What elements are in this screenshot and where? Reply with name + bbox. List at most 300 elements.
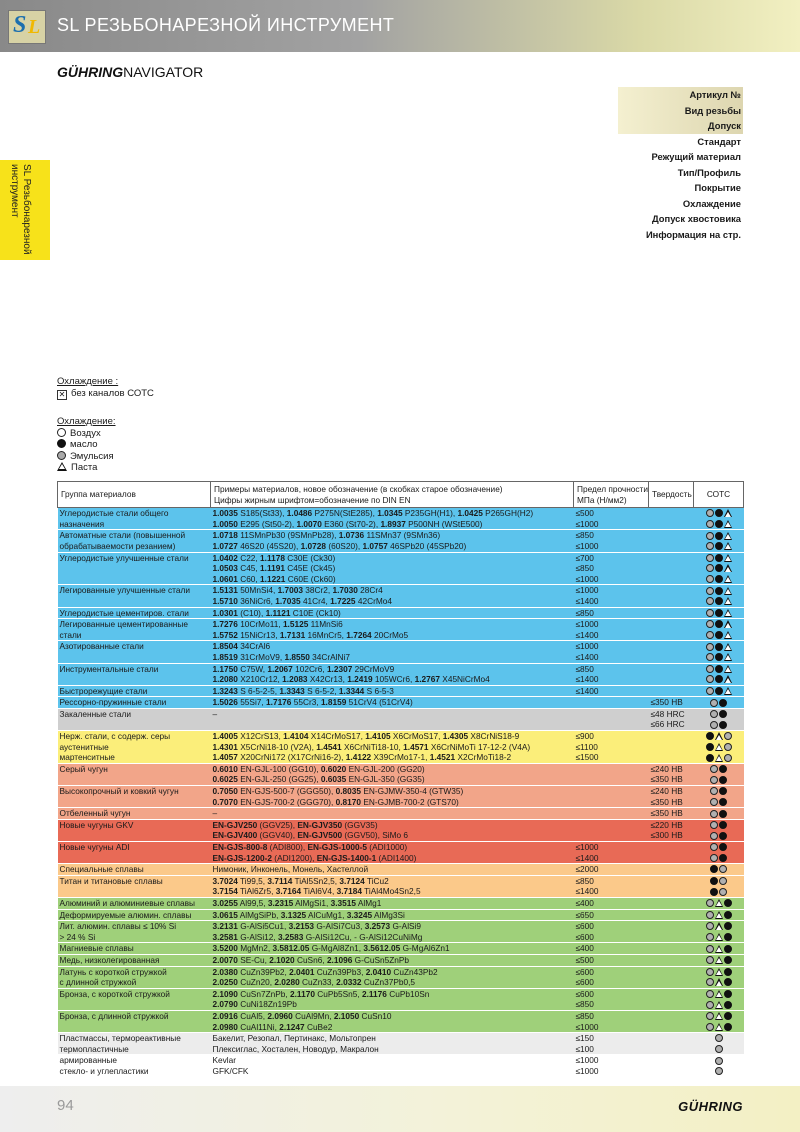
- emulsion-icon: [710, 699, 718, 707]
- material-group: Новые чугуны ADI: [58, 842, 211, 853]
- coolant-symbols: [694, 585, 744, 596]
- table-row: [58, 708, 744, 719]
- emulsion-icon: [724, 732, 732, 740]
- table-row: [58, 508, 744, 519]
- header-coolant: СОТС: [694, 482, 744, 508]
- hardness: [649, 563, 694, 574]
- oil-icon: [715, 620, 723, 628]
- hardness: [649, 966, 694, 977]
- coolant-symbols: [694, 697, 744, 709]
- oil-icon: [724, 945, 732, 953]
- paste-icon: [724, 631, 732, 639]
- material-group: аустенитные: [59, 741, 109, 752]
- hardness: [649, 652, 694, 663]
- tensile-strength: [574, 830, 649, 841]
- table-row: [58, 574, 744, 585]
- coolant-symbols: [694, 977, 744, 988]
- tensile-strength: [574, 774, 649, 785]
- spec-label: Допуск: [618, 118, 743, 134]
- oil-icon: [724, 911, 732, 919]
- hardness: [649, 886, 694, 897]
- tensile-strength: ≤900: [574, 731, 649, 742]
- tensile-strength: ≤1000: [574, 585, 649, 596]
- table-row: [58, 752, 744, 763]
- hardness: [649, 574, 694, 585]
- table-row: [58, 742, 744, 753]
- material-group: стекло- и углепластики: [59, 1065, 149, 1076]
- material-examples: 1.5131 50MnSi4, 1.7003 38Cr2, 1.7030 28Cr4: [211, 585, 574, 596]
- legend-item: [57, 439, 116, 451]
- tensile-strength: ≤600: [575, 931, 594, 942]
- paste-icon: [715, 922, 723, 930]
- material-examples: 1.7276 10CrMo11, 1.5125 11MnSi6: [211, 619, 574, 630]
- coolant-symbols: [694, 719, 744, 730]
- material-group: Магниевые сплавы: [58, 943, 211, 955]
- oil-icon: [719, 854, 727, 862]
- oil-icon: [715, 542, 723, 550]
- materials-table: [57, 481, 744, 1076]
- paste-icon: [715, 732, 723, 740]
- coolant-symbols: [694, 619, 744, 630]
- coolant-symbols: [694, 574, 744, 585]
- table-row: [58, 1044, 744, 1055]
- table-row: [58, 1033, 744, 1044]
- tensile-strength: ≤1000: [574, 842, 649, 853]
- coolant-symbols: [694, 530, 744, 541]
- tensile-strength: ≤400: [574, 897, 649, 909]
- table-header-row: [58, 482, 744, 508]
- oil-icon: [715, 631, 723, 639]
- material-group: [58, 830, 211, 841]
- hardness: [649, 519, 694, 530]
- emulsion-icon: [724, 754, 732, 762]
- emulsion-icon: [706, 665, 714, 673]
- emulsion-icon: [706, 990, 714, 998]
- tensile-strength: ≤850: [574, 663, 649, 674]
- material-group: с длинной стружкой: [59, 977, 137, 988]
- material-group: [58, 886, 211, 897]
- header-tensile-strength: Предел прочности МПа (Н/мм2): [574, 482, 649, 508]
- emulsion-icon: [710, 821, 718, 829]
- oil-icon: [715, 597, 723, 605]
- material-group: Бронза, с длинной стружкой: [58, 1010, 211, 1021]
- oil-icon: [719, 699, 727, 707]
- spec-label: Режущий материал: [651, 151, 741, 162]
- material-examples: 1.0727 46S20 (45S20), 1.0728 (60S20), 1.0757 46SPb20 (45SPb20): [212, 540, 467, 551]
- tensile-strength: ≤850: [574, 530, 649, 541]
- emulsion-icon: [706, 653, 714, 661]
- material-examples: 0.7070 EN-GJS-700-2 (GGG70), 0.8170 EN-GJMB-700-2 (GTS70): [212, 796, 459, 807]
- coolant-symbols: [694, 508, 744, 519]
- page-number: 94: [57, 1097, 74, 1114]
- oil-icon: [710, 865, 718, 873]
- coolant-symbols: [694, 875, 744, 886]
- oil-icon: [706, 732, 714, 740]
- tensile-strength: ≤1400: [575, 852, 599, 863]
- hardness: [649, 630, 694, 641]
- hardness: [649, 1066, 694, 1077]
- sl-logo-s: S: [13, 12, 27, 38]
- material-examples: EN-GJS-800-8 (ADI800), EN-GJS-1000-5 (ADI1000): [211, 842, 574, 853]
- legend-label: Воздух: [70, 427, 101, 439]
- emulsion-icon: [710, 854, 718, 862]
- sl-logo: [8, 10, 46, 44]
- tensile-strength: ≤1000: [574, 619, 649, 630]
- coolant-symbols: [694, 853, 744, 864]
- oil-icon: [715, 575, 723, 583]
- material-examples: GFK/CFK: [212, 1065, 249, 1076]
- hardness: [649, 943, 694, 955]
- coolant-symbols: [694, 596, 744, 607]
- coolant-symbols: [694, 1066, 744, 1077]
- hardness: [649, 875, 694, 886]
- legend-label: масло: [70, 439, 98, 450]
- oil-icon: [706, 743, 714, 751]
- oil-icon: [724, 899, 732, 907]
- table-row: [58, 731, 744, 742]
- material-group: > 24 % Si: [59, 931, 96, 942]
- coolant-symbols: [694, 708, 744, 719]
- table-row: [58, 853, 744, 864]
- tensile-strength: [574, 708, 649, 719]
- table-row: [58, 719, 744, 730]
- section-side-tab[interactable]: SL Резьбонарезной инструмент: [0, 160, 50, 260]
- tensile-strength: ≤500: [574, 954, 649, 966]
- coolant-symbols: [694, 842, 744, 853]
- tensile-strength: [574, 797, 649, 808]
- material-examples: 2.0250 CuZn20, 2.0280 CuZn33, 2.0332 CuZn37Pb0,5: [212, 977, 416, 988]
- coolant-symbols: [694, 1033, 744, 1044]
- paste-icon: [715, 899, 723, 907]
- no-coolant-channel-icon: ✕: [58, 389, 66, 399]
- hardness: ≤66 HRC: [650, 719, 685, 730]
- material-group: Деформируемые алюмин. сплавы: [58, 909, 211, 921]
- paste-icon: [724, 609, 732, 617]
- tensile-strength: ≤850: [575, 563, 594, 574]
- paste-icon: [724, 620, 732, 628]
- material-group: [58, 652, 211, 663]
- hardness: [649, 988, 694, 999]
- oil-icon: [715, 509, 723, 517]
- table-row: [58, 797, 744, 808]
- emulsion-icon: [715, 1034, 723, 1042]
- grey-circle-icon: [57, 451, 66, 460]
- material-examples: 0.7050 EN-GJS-500-7 (GGG50), 0.8035 EN-GJMW-350-4 (GTW35): [211, 786, 574, 797]
- table-row: [58, 530, 744, 541]
- table-row: [58, 988, 744, 999]
- paste-icon: [715, 743, 723, 751]
- material-group: [58, 563, 211, 574]
- emulsion-icon: [719, 865, 727, 873]
- oil-icon: [724, 922, 732, 930]
- table-row: [58, 842, 744, 853]
- oil-icon: [724, 968, 732, 976]
- material-examples: 1.2080 X210Cr12, 1.2083 X42Cr13, 1.2419 105WCr6, 1.2767 X45NiCrMo4: [212, 674, 490, 685]
- material-examples: 1.0035 S185(St33), 1.0486 P275N(StE285), 1.0345 P235GH(H1), 1.0425 P265GH(H2): [211, 508, 574, 519]
- hardness: [649, 999, 694, 1010]
- paste-icon: [715, 956, 723, 964]
- oil-icon: [715, 587, 723, 595]
- material-group: Латунь с короткой стружкой: [58, 966, 211, 977]
- emulsion-icon: [710, 765, 718, 773]
- material-group: обрабатываемости резанием): [59, 540, 176, 551]
- coolant-symbols: [694, 1010, 744, 1021]
- tensile-strength: ≤1400: [574, 685, 649, 697]
- emulsion-icon: [706, 911, 714, 919]
- coolant-symbols: [694, 731, 744, 742]
- coolant-symbols: [694, 1022, 744, 1033]
- table-row: [58, 977, 744, 988]
- table-row: [58, 954, 744, 966]
- paste-icon: [715, 1012, 723, 1020]
- oil-icon: [710, 877, 718, 885]
- coolant-symbols: [694, 763, 744, 774]
- material-group: [58, 774, 211, 785]
- table-row: [58, 909, 744, 921]
- legend-label: Паста: [71, 462, 98, 473]
- material-examples: 3.7154 TiAl6Zr5, 3.7164 TiAl6V4, 3.7184 TiAl4Mo4Sn2,5: [212, 886, 421, 897]
- emulsion-icon: [710, 776, 718, 784]
- tensile-strength: ≤600: [574, 988, 649, 999]
- material-group: термопластичные: [59, 1043, 129, 1054]
- emulsion-icon: [719, 877, 727, 885]
- coolant-symbols: [694, 685, 744, 697]
- hardness: [649, 909, 694, 921]
- material-examples: 2.0790 CuNi18Zn19Pb: [212, 999, 297, 1010]
- emulsion-icon: [706, 968, 714, 976]
- tensile-strength: ≤2000: [574, 864, 649, 876]
- page-title: SL РЕЗЬБОНАРЕЗНОЙ ИНСТРУМЕНТ: [57, 15, 395, 35]
- oil-icon: [719, 721, 727, 729]
- hardness: [649, 731, 694, 742]
- legend-item: [57, 451, 116, 463]
- material-group: Серый чугун: [58, 763, 211, 774]
- hardness: ≤240 HB: [649, 763, 694, 774]
- table-row: [58, 685, 744, 697]
- hardness: [649, 742, 694, 753]
- coolant-symbols: [694, 954, 744, 966]
- paste-icon: [715, 968, 723, 976]
- tensile-strength: ≤1400: [575, 595, 599, 606]
- emulsion-icon: [706, 575, 714, 583]
- material-group: Высокопрочный и ковкий чугун: [58, 786, 211, 797]
- paste-icon: [715, 754, 723, 762]
- material-group: [58, 719, 211, 730]
- table-row: [58, 630, 744, 641]
- hardness: [649, 674, 694, 685]
- hardness: ≤350 HB: [650, 774, 683, 785]
- tensile-strength: ≤500: [574, 508, 649, 519]
- emulsion-icon: [710, 721, 718, 729]
- legend-coolant-channels: [57, 376, 154, 400]
- table-row: [58, 966, 744, 977]
- material-group: Титан и титановые сплавы: [58, 875, 211, 886]
- coolant-symbols: [694, 607, 744, 619]
- material-group: Углеродистые улучшенные стали: [58, 552, 211, 563]
- hardness: [649, 864, 694, 876]
- oil-icon: [715, 609, 723, 617]
- emulsion-icon: [706, 554, 714, 562]
- hardness: [649, 541, 694, 552]
- material-group: [58, 853, 211, 864]
- material-group: [58, 1022, 211, 1033]
- tensile-strength: ≤600: [574, 966, 649, 977]
- table-row: [58, 808, 744, 820]
- tensile-strength: ≤850: [574, 607, 649, 619]
- material-examples: 1.0301 (C10), 1.1121 C10E (Ck10): [211, 607, 574, 619]
- hardness: [649, 619, 694, 630]
- oil-icon: [715, 554, 723, 562]
- table-row: [58, 585, 744, 596]
- emulsion-icon: [710, 710, 718, 718]
- oil-icon: [724, 1023, 732, 1031]
- material-examples: Бакелит, Резопал, Пертинакс, Мольтопрен: [211, 1033, 574, 1044]
- emulsion-icon: [706, 609, 714, 617]
- table-row: [58, 652, 744, 663]
- oil-icon: [719, 787, 727, 795]
- oil-icon: [724, 933, 732, 941]
- material-group: [58, 797, 211, 808]
- emulsion-icon: [706, 978, 714, 986]
- material-examples: [211, 719, 574, 730]
- table-row: [58, 943, 744, 955]
- tensile-strength: ≤700: [574, 552, 649, 563]
- oil-icon: [719, 710, 727, 718]
- black-circle-icon: [57, 439, 66, 448]
- material-examples: 1.8519 31CrMoV9, 1.8550 34CrAlNi7: [212, 651, 350, 662]
- material-group: Бронза, с короткой стружкой: [58, 988, 211, 999]
- oil-icon: [719, 843, 727, 851]
- material-examples: Плексиглас, Хостален, Новодур, Макралон: [212, 1043, 379, 1054]
- material-examples: –: [211, 808, 574, 820]
- material-group: [58, 596, 211, 607]
- material-examples: 2.0916 CuAl5, 2.0960 CuAl9Mn, 2.1050 CuSn10: [211, 1010, 574, 1021]
- material-examples: 1.0503 C45, 1.1191 C45E (Ck45): [212, 563, 336, 574]
- oil-icon: [715, 653, 723, 661]
- paste-icon: [724, 542, 732, 550]
- paste-icon: [715, 933, 723, 941]
- hardness: ≤240 HB: [649, 786, 694, 797]
- paste-icon: [724, 587, 732, 595]
- table-row: [58, 774, 744, 785]
- oil-icon: [719, 810, 727, 818]
- hardness: ≤350 HB: [650, 796, 683, 807]
- table-row: [58, 607, 744, 619]
- emulsion-icon: [710, 810, 718, 818]
- table-row: [58, 619, 744, 630]
- material-group: Нерж. стали, с содерж. серы: [58, 731, 211, 742]
- spec-label: Охлаждение: [682, 197, 741, 209]
- table-row: [58, 563, 744, 574]
- tensile-strength: ≤150: [574, 1033, 649, 1044]
- tensile-strength: [574, 786, 649, 797]
- hardness: [649, 596, 694, 607]
- coolant-symbols: [694, 552, 744, 563]
- tensile-strength: ≤1000: [575, 518, 599, 529]
- hardness: ≤300 HB: [650, 830, 683, 841]
- paste-icon: [724, 643, 732, 651]
- coolant-symbols: [694, 674, 744, 685]
- hardness: [649, 685, 694, 697]
- legend-item: ✕ без каналов СОТС: [58, 387, 154, 399]
- table-row: [58, 697, 744, 709]
- emulsion-icon: [710, 798, 718, 806]
- paste-icon: [724, 509, 732, 517]
- tensile-strength: ≤1400: [575, 674, 599, 685]
- spec-label: Тип/Профиль: [677, 166, 741, 178]
- material-examples: 0.6025 EN-GJL-250 (GG25), 0.6035 EN-GJL-350 (GG35): [212, 774, 425, 785]
- oil-icon: [715, 675, 723, 683]
- tensile-strength: ≤1400: [575, 651, 599, 662]
- table-row: [58, 786, 744, 797]
- paste-icon: [724, 687, 732, 695]
- emulsion-icon: [710, 787, 718, 795]
- hardness: [649, 842, 694, 853]
- material-examples: 0.6010 EN-GJL-100 (GG10), 0.6020 EN-GJL-200 (GG20): [211, 763, 574, 774]
- table-row: [58, 897, 744, 909]
- coolant-symbols: [694, 630, 744, 641]
- coolant-symbols: [694, 786, 744, 797]
- table-row: [58, 864, 744, 876]
- emulsion-icon: [706, 687, 714, 695]
- paste-icon: [715, 911, 723, 919]
- material-examples: 1.0601 C60, 1.1221 C60E (Ck60): [212, 573, 336, 584]
- material-group: стали: [59, 629, 82, 640]
- oil-icon: [715, 687, 723, 695]
- legend-coolant-types: [57, 416, 116, 474]
- emulsion-icon: [706, 564, 714, 572]
- hardness: [649, 977, 694, 988]
- hardness: [649, 897, 694, 909]
- material-examples: 1.0718 11SMnPb30 (9SMnPb28), 1.0736 11SMn37 (9SMn36): [211, 530, 574, 541]
- emulsion-icon: [706, 933, 714, 941]
- coolant-symbols: [694, 663, 744, 674]
- hardness: [649, 932, 694, 943]
- tensile-strength: ≤1400: [575, 886, 599, 897]
- oil-icon: [719, 821, 727, 829]
- coolant-symbols: [694, 886, 744, 897]
- coolant-symbols: [694, 999, 744, 1010]
- hardness: [649, 1010, 694, 1021]
- hardness: [649, 663, 694, 674]
- hardness: [649, 1044, 694, 1055]
- tensile-strength: ≤1500: [575, 752, 599, 763]
- oil-icon: [719, 776, 727, 784]
- hardness: [649, 585, 694, 596]
- oil-icon: [710, 888, 718, 896]
- table-row: [58, 519, 744, 530]
- tensile-strength: ≤650: [574, 909, 649, 921]
- tensile-strength: ≤600: [574, 921, 649, 932]
- emulsion-icon: [706, 520, 714, 528]
- guhring-navigator-logo: GÜHRINGNAVIGATOR: [57, 64, 204, 80]
- tensile-strength: ≤1000: [574, 1055, 649, 1066]
- material-examples: 2.1090 CuSn7ZnPb, 2.1170 CuPb5Sn5, 2.1176 CuPb10Sn: [211, 988, 574, 999]
- hardness: [649, 1022, 694, 1033]
- coolant-symbols: [694, 819, 744, 830]
- tensile-strength: [574, 763, 649, 774]
- spec-label: Допуск хвостовика: [652, 213, 741, 224]
- emulsion-icon: [710, 832, 718, 840]
- oil-icon: [715, 665, 723, 673]
- tensile-strength: [574, 719, 649, 730]
- material-group: [58, 674, 211, 685]
- coolant-symbols: [694, 541, 744, 552]
- tensile-strength: ≤400: [574, 943, 649, 955]
- table-row: [58, 596, 744, 607]
- legend-label: Эмульсия: [70, 450, 114, 462]
- hardness: ≤220 HB: [649, 819, 694, 830]
